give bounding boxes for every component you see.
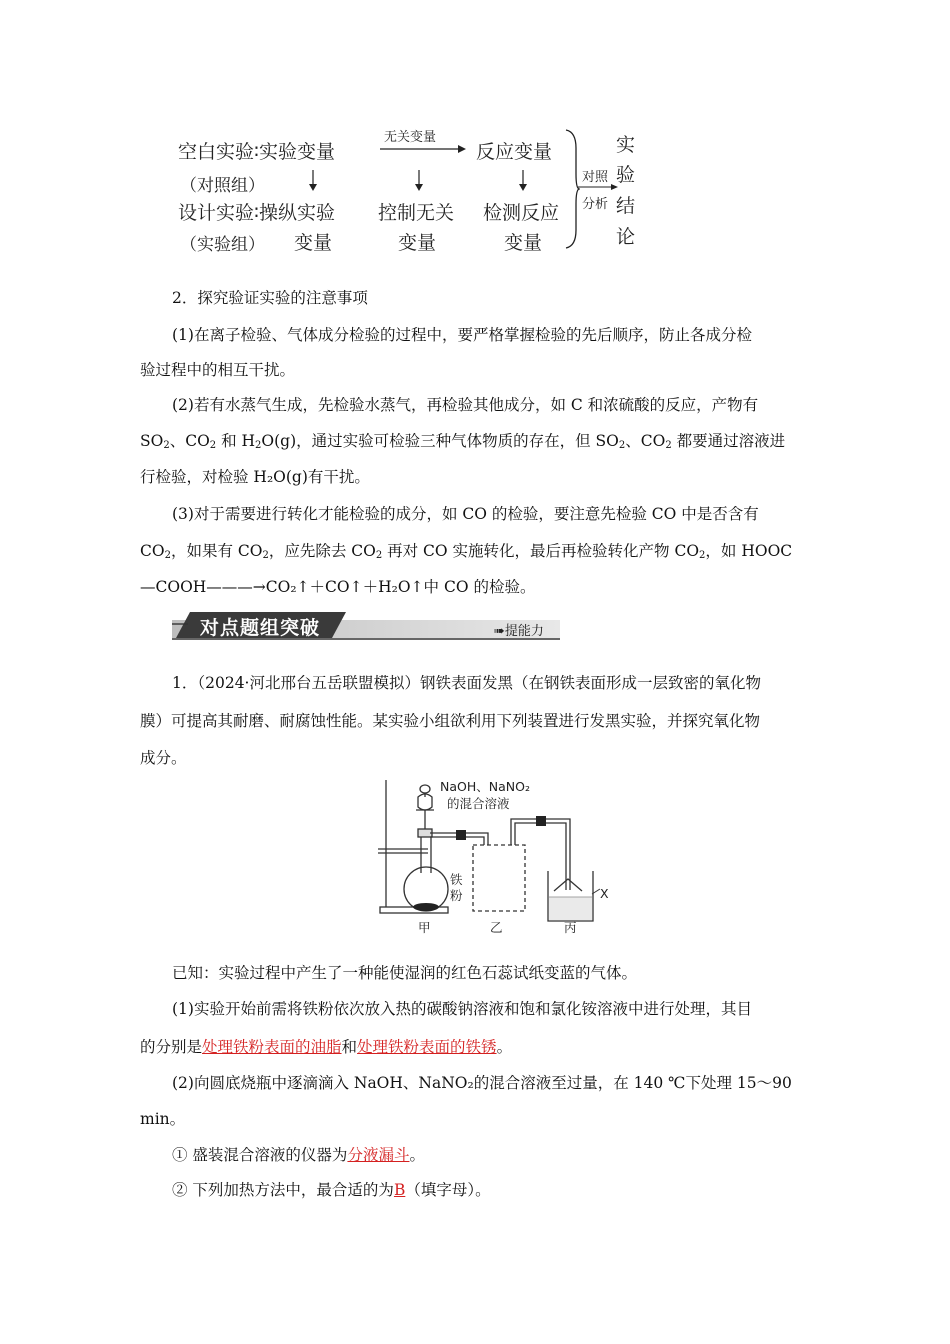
paragraph-1-line-2: 验过程中的相互干扰。 [140, 361, 296, 379]
flow-control-irrelevant: 控制无关 [378, 202, 455, 224]
q2b-prefix: ② 下列加热方法中，最合适的为 [172, 1181, 394, 1199]
flow-design-experiment: 设计实验∶操纵实验 [178, 202, 335, 224]
answer-joiner: 和 [341, 1038, 358, 1056]
q2a-end: 。 [409, 1146, 425, 1164]
answer-2: 处理铁粉表面的铁锈 [357, 1038, 497, 1056]
label-bing: 丙 [564, 920, 577, 935]
paragraph-2-line-3: 行检验，对检验 H₂O(g)有干扰。 [140, 468, 370, 486]
flow-compare-label: 对照 [582, 170, 609, 185]
subquestion-2b [172, 1180, 842, 1200]
flow-variable-3: 变量 [504, 232, 543, 254]
flow-arrow-label: 无关变量 [384, 130, 437, 145]
paragraph-3-line-2: $CO_2$，如果有 $CO_2$，应先除去 $CO_2$ 再对 CO 实施转化，最后再检验转化产物 $CO_2$，如 HOOC [140, 542, 793, 561]
paragraph-3-line-3: —COOH———→CO₂↑＋CO↑＋H₂O↑中 CO 的检验。 [140, 578, 536, 596]
question-line-1: 1．（2024·河北邢台五岳联盟模拟）钢铁表面发黑（在钢铁表面形成一层致密的氧化物 [172, 674, 761, 692]
flow-variable-1: 变量 [294, 232, 333, 254]
question-line-3: 成分。 [140, 749, 187, 767]
flow-detect-response: 检测反应 [483, 202, 560, 224]
label-x: X [600, 886, 609, 901]
down-arrow-icon [516, 168, 530, 192]
answer-1: 处理铁粉表面的油脂 [202, 1038, 342, 1056]
label-mixed-solution-2: 的混合溶液 [447, 796, 510, 811]
label-iron-1: 铁 [450, 872, 463, 887]
q2b-answer: B [393, 1181, 406, 1199]
flow-variable-2: 变量 [398, 232, 437, 254]
flow-conclusion-3: 结 [616, 195, 636, 217]
flow-blank-experiment: 空白实验∶实验变量 [178, 141, 335, 163]
subquestion-2a [172, 1145, 842, 1165]
flow-conclusion-4: 论 [616, 226, 636, 248]
label-iron-2: 粉 [450, 888, 463, 903]
paragraph-1-line-1: (1)在离子检验、气体成分检验的过程中，要严格掌握检验的先后顺序，防止各成分检 [172, 326, 752, 344]
banner-title: 对点题组突破 [200, 617, 321, 639]
flow-response-variable: 反应变量 [476, 141, 553, 163]
down-arrow-icon [306, 168, 320, 192]
banner-tag: ➠提能力 [494, 624, 544, 639]
section-heading: 2．探究验证实验的注意事项 [172, 289, 368, 307]
flow-conclusion-1: 实 [616, 134, 636, 156]
q2a-answer: 分液漏斗 [347, 1146, 410, 1164]
down-arrow-icon [412, 168, 426, 192]
answer-prefix: 的分别是 [140, 1038, 203, 1056]
label-mixed-solution-1: NaOH、NaNO₂ [440, 779, 530, 794]
flow-analyze-label: 分析 [582, 197, 609, 212]
known-condition: 已知：实验过程中产生了一种能使湿润的红色石蕊试纸变蓝的气体。 [172, 964, 638, 982]
paragraph-3-line-1: (3)对于需要进行转化才能检验的成分，如 CO 的检验，要注意先检验 CO 中是否含有 [172, 505, 759, 523]
label-yi: 乙 [490, 920, 503, 935]
right-arrow-icon [378, 142, 468, 156]
right-arrow-icon [576, 182, 620, 192]
flow-control-group: （对照组） [180, 176, 265, 196]
q2a-prefix: ① 盛装混合溶液的仪器为 [172, 1146, 348, 1164]
flow-conclusion-2: 验 [616, 164, 636, 186]
paragraph-2-line-1: (2)若有水蒸气生成，先检验水蒸气，再检验其他成分，如 C 和浓硫酸的反应，产物有 [172, 396, 759, 414]
subquestion-2-line-1: (2)向圆底烧瓶中逐滴滴入 NaOH、NaNO₂的混合溶液至过量，在 140 ℃下处理 15～90 [172, 1074, 792, 1092]
subquestion-2-line-2: min。 [140, 1110, 186, 1128]
label-jia: 甲 [418, 920, 431, 935]
answer-end: 。 [496, 1038, 513, 1056]
q2b-end: （填字母）。 [405, 1181, 491, 1199]
subquestion-1-line-1: (1)实验开始前需将铁粉依次放入热的碳酸钠溶液和饱和氯化铵溶液中进行处理，其目 [172, 1000, 752, 1018]
paragraph-2-line-2: $SO_2$、$CO_2$ 和 $H_2O(g)$，通过实验可检验三种气体物质的存在，但 $SO_2$、$CO_2$ 都要通过溶液进 [140, 432, 786, 451]
question-line-2: 膜）可提高其耐磨、耐腐蚀性能。某实验小组欲利用下列装置进行发黑实验，并探究氧化物 [140, 712, 761, 730]
subquestion-1-line-2 [140, 1037, 810, 1057]
flow-experimental-group: （实验组） [180, 235, 265, 255]
